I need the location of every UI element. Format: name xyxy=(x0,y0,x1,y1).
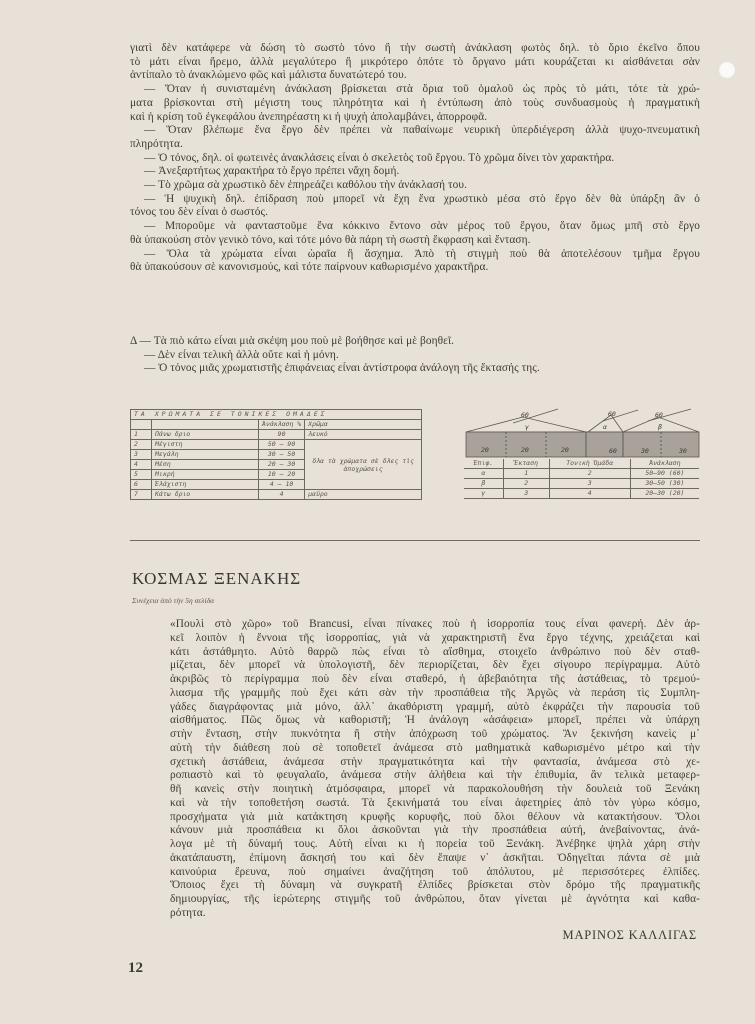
tonal-groups-table xyxy=(130,409,422,500)
row-name: Μέση xyxy=(152,460,259,470)
row-number: 7 xyxy=(131,490,152,500)
text-line: κεῖ λοιπὸν ἡ ἔννοια τῆς ἰσορροπίας, γιὰ νὰ χαρακτηριστῆ ἕνα ἔργο τέχνης, χρειάζεται καὶ xyxy=(170,631,700,644)
table-header: Τονικὴ Ὁμάδα xyxy=(549,459,630,469)
section-label: α xyxy=(603,423,607,431)
table-header-blank xyxy=(131,420,152,430)
row-name: Πάνω ὅριο xyxy=(152,430,259,440)
section-label: β xyxy=(658,423,662,431)
text-line: — Ὅταν βλέπωμε ἕνα ἔργο δὲν πρέπει νὰ παθαίνωμε νευρικὴ ὑπερδιέγερση ἀλλὰ ψυχο-πνευματικὴ xyxy=(144,124,700,137)
table-header-blank xyxy=(152,420,259,430)
text-line: — Ἡ ψυχικὴ δηλ. ἐπίδραση ποὺ μπορεῖ νὰ ἔχη ἕνα χρωστικὸ μέσα στὸ ἔργο δὲν θὰ ὑπάρξη ἂν ὁ xyxy=(144,192,700,205)
row-reflection: 20 — 30 xyxy=(259,460,305,470)
table-cell: γ xyxy=(464,489,503,499)
text-line: ἀκατάπαυστη, ἐπίμονη ἄσκησή του καὶ δὲν ἔπαψε ν᾽ ἀσκῆται. Ὁδηγεῖται πάντα σὲ μιὰ xyxy=(170,851,700,864)
surface-bar xyxy=(466,432,699,457)
text-line: ἀντίπαλο τὸ ἀνακλώμενο φῶς καὶ μάλιστα δυνατώτερό του. xyxy=(130,69,407,82)
text-line: — Ὅλα τὰ χρώματα εἶναι ὡραῖα ἢ ἄσχημα. Ἀπὸ τὴ στιγμὴ ποὺ θὰ ἀποτελέσουν τμῆμα ἔργου xyxy=(144,247,700,260)
table-cell: 30—50 (30) xyxy=(630,479,699,489)
table-header: Ἐπιφ. xyxy=(464,459,503,469)
text-line: θῆ κανεὶς στὴν ποιητικὴ ἀτμόσφαιρα, μπορεῖ νὰ παρακολουθήση τὴν δουλειὰ τοῦ Ξενάκη xyxy=(170,783,700,795)
table-row xyxy=(464,489,699,499)
text-line: προσχήματα γιὰ μιὰ κατάκτηση κρυφῆς κορυφῆς, ποὺ ὅλοι θέλουν νὰ κατακτήσουν. Ὅλοι xyxy=(170,810,700,823)
text-line: — Δὲν εἶναι τελικὴ ἀλλὰ οὔτε καὶ ἡ μόνη. xyxy=(144,348,339,361)
table-cell: 3 xyxy=(503,489,549,499)
row-number: 3 xyxy=(131,450,152,460)
row-number: 2 xyxy=(131,440,152,450)
author-signature: ΜΑΡΙΝΟΣ ΚΑΛΛΙΓΑΣ xyxy=(562,928,697,942)
row-name: Μέγιστη xyxy=(152,440,259,450)
table-cell: 2 xyxy=(549,469,630,479)
text-line: τὸ μάτι εἶναι ἤρεμο, ἀλλὰ μεγαλύτερο ἢ μικρότερο ὁπότε τὸ ὄργανο μάτι κουράζεται κι αἰσθάνεται σὰν xyxy=(130,55,700,68)
text-line: στὴν ἔνταση, στὴν πυκνότητα ἢ στὴν ἀπόχρωση τοῦ χρώματος. Ἂν ξεκινήση κανεὶς μ᾽ xyxy=(170,728,700,740)
punch-hole xyxy=(718,61,736,79)
surface-table xyxy=(464,459,699,499)
text-line: — Ὁ τόνος μιᾶς χρωματιστῆς ἐπιφάνειας εἶναι ἀντίστροφα ἀνάλογη τῆς ἔκτασής της. xyxy=(144,362,540,375)
row-number: 5 xyxy=(131,470,152,480)
box-label: 30 xyxy=(679,447,687,455)
table-header-color: Χρῶμα xyxy=(305,420,422,430)
text-line: Δ — Τὰ πιὸ κάτω εἶναι μιὰ σκέψη μου ποὺ μὲ βοήθησε καὶ μὲ βοηθεῖ. xyxy=(130,335,455,347)
text-line: κάνουν μιὰ προσπάθεια κι ὅλοι ἀσκοῦνται γιὰ τὴν προσπάθεια αὐτή, ἀνεβαίνοντας, ἀνά- xyxy=(170,824,700,837)
text-line: «Πουλὶ στὸ χῶρο» τοῦ Brancusi, εἶναι πίνακες ποὺ ἡ ἰσορροπία τους εἶναι φανερή. Δὲν ἀρ- xyxy=(170,618,700,630)
text-line: καινούρια ἔρευνα, ποὺ σημαίνει ἀναζήτηση τοῦ ἀπόλυτου, μὲ περισσότερες ἐλπίδες. xyxy=(170,865,700,878)
row-color: λευκό xyxy=(305,430,422,440)
row-number: 6 xyxy=(131,480,152,490)
article-subtitle: Συνέχεια ἀπὸ τὴν 5η σελίδα xyxy=(132,596,215,605)
table-header: Ἔκταση xyxy=(503,459,549,469)
text-line: δημιουργίας, τῆς ἱερώτερης στιγμῆς τοῦ ἀνθρώπου, ὅταν γίνεται μὲ ἁγνότητα καὶ καθα- xyxy=(170,893,700,905)
text-line: Ὅποιος ἔχει τὴ δύναμη νὰ συγκρατῆ ἐλπίδες βρίσκεται στὸν δρόμο τῆς πραγματικῆς xyxy=(170,879,700,892)
table-title: ΤΑ ΧΡΩΜΑΤΑ ΣΕ ΤΟΝΙΚΕΣ ΟΜΑΔΕΣ xyxy=(131,410,422,420)
text-line: θὰ ὑπακούσουν σὲ κανονισμούς, καὶ τότε παίρνουν καθωρισμένο χαρακτῆρα. xyxy=(130,261,489,274)
table-cell: 3 xyxy=(549,479,630,489)
text-line: ματα βρίσκονται στὴ μέγιστη τους πληρότητα καὶ ἡ ἐντύπωση ἀπὸ τοὺς συνδυασμοὺς ἡ πραγματικὴ xyxy=(130,96,700,109)
merged-color-cell: ὅλα τὰ χρώματα σὲ ὅλες τὶς ἀποχρώσεις xyxy=(305,440,422,490)
text-line: λιασμα τῆς γραμμῆς ποὺ ἔχει κάτι σὰν τὴν προσπάθεια τῆς Ἀργῶς νὰ περάση τὶς Συμπλη- xyxy=(170,686,700,699)
table-cell: 20—30 (20) xyxy=(630,489,699,499)
table-row xyxy=(464,469,699,479)
table-cell: 2 xyxy=(503,479,549,489)
row-reflection: 90 xyxy=(259,430,305,440)
text-line: αὐτὴ τὴν διάθεση ποὺ σὲ τοποθετεῖ ἀνάμεσα στὸ μαθηματικὰ καθωρισμένο μέτρο καὶ τὴν xyxy=(170,741,700,754)
text-line: αἰσθήματος. Πῶς ὅμως νὰ καθοριστῆ; Ἡ ἀνάλογη «ἀσάφεια» μπορεῖ, πρέπει νὰ ὑπάρχη xyxy=(170,714,700,727)
text-line: μίζεται, δὲν μπορεῖ νὰ ὑπολογιστῆ, δὲν περιορίζεται, δὲν ἔχει σίγουρο περίγραμμα. Αὐτὸ xyxy=(170,659,700,672)
row-number: 1 xyxy=(131,430,152,440)
arrow-label: 60 xyxy=(655,411,663,419)
row-name: Μικρή xyxy=(152,470,259,480)
box-label: 20 xyxy=(561,446,569,454)
table-row xyxy=(131,440,422,450)
row-color: μαῦρο xyxy=(305,490,422,500)
text-line: σχετικὴ ἀστάθεια, ἀνάμεσα στὴν πραγματικότητα καὶ τὴν φαντασία, ἀνάμεσα στὸ χε- xyxy=(170,755,700,768)
section-label: γ xyxy=(525,423,529,431)
text-line: — Τὸ χρῶμα σὰ χρωστικὸ δὲν ἐπηρεάζει καθόλου τὴν ἀνάκλασή του. xyxy=(144,179,468,192)
table-row xyxy=(464,479,699,489)
text-line: κάτι ἀστάθμητο. Αὐτὸ θαρρῶ πὼς εἶναι τὸ αἴσθημα, στοιχεῖο ἀνθρώπινο ποὺ δὲν σταθ- xyxy=(170,645,700,658)
row-reflection: 50 — 90 xyxy=(259,440,305,450)
text-line: τόνος του δὲν εἶναι ὁ σωστός. xyxy=(130,206,268,219)
text-line: γάδες διαγράφοντας μιὰ μόνο, ἀλλ᾽ ἀκαθόριστη γραμμή, αὐτὸ ἐκφράζει τὴν παρουσία τοῦ xyxy=(170,700,700,713)
row-reflection: 4 — 10 xyxy=(259,480,305,490)
text-line: ροπιαστὸ καὶ τὸ φευγαλαῖο, ἀνάμεσα στὴν ἀλήθεια καὶ τὴν ἐπιθυμία, ἂν τελικὰ μεταφερ- xyxy=(170,769,700,782)
top-text xyxy=(130,42,700,275)
surface-diagram xyxy=(463,405,703,461)
box-label: 30 xyxy=(641,447,649,455)
section-delta-text xyxy=(130,335,700,376)
text-line: πληρότητα. xyxy=(130,137,184,150)
text-line: καὶ ἡ κρίση τοῦ ἐγκεφάλου ἀνεπηρέαστη κι ἡ ψυχὴ ἀπολαμβάνει, ἀπορροφᾶ. xyxy=(130,110,488,123)
text-line: καὶ νὰ τὴν τοποθετήση σωστά. Τὰ ξεκινήματά του εἶναι ἀφετηρίες ἀπὸ τὸν γύρω κόσμο, xyxy=(170,796,700,809)
section-divider xyxy=(130,540,700,541)
text-line: ἀκριβῶς τὸ περίγραμμα ποὺ δὲν εἶναι σταθερό, ἡ ἀβεβαιότητα τῆς ἀστάθειας, τὸ τρεμού- xyxy=(170,673,700,685)
table-cell: 4 xyxy=(549,489,630,499)
row-number: 4 xyxy=(131,460,152,470)
table-cell: 1 xyxy=(503,469,549,479)
box-label: 20 xyxy=(521,446,529,454)
article-body xyxy=(170,618,700,921)
text-line: — Ὅταν ἡ συνισταμένη ἀνάκλαση βρίσκεται στὰ ὅρια τοῦ ὁμαλοῦ ὡς πρὸς τὸ μάτι, τότε τὰ χρώ- xyxy=(144,83,700,96)
text-line: θὰ ὑπακούση στὸν γενικὸ τόνο, καὶ τότε μόνο θὰ πάρη τὴ σωστὴ ἔκφραση καὶ ἔνταση. xyxy=(130,233,531,246)
table-row xyxy=(131,490,422,500)
row-reflection: 4 xyxy=(259,490,305,500)
arrow-label: 60 xyxy=(521,411,529,419)
table-cell: α xyxy=(464,469,503,479)
text-line: — Μποροῦμε νὰ φανταστοῦμε ἕνα κόκκινο ἔντονο σὰν μέρος τοῦ ἔργου, ὅταν ὅμως μπῆ στὸ ἔργο xyxy=(144,220,700,233)
table-header: Ἀνάκλαση xyxy=(630,459,699,469)
text-line: — Ὁ τόνος, δηλ. οἱ φωτεινὲς ἀνακλάσεις εἶναι ὁ σκελετὸς τοῦ ἔργου. Τὸ χρῶμα δίνει τὸν χαρακτήρα. xyxy=(144,151,615,164)
text-line: γιατὶ δὲν κατάφερε νὰ δώση τὸ σωστὸ τόνο ἢ τὴν σωστὴ ἀνάκλαση φωτὸς δηλ. τὸ ὅριο ἐκεῖνο ὅπου xyxy=(130,42,700,54)
arrow-label: 60 xyxy=(608,410,616,418)
text-line: ρότητα. xyxy=(170,906,206,919)
box-label: 20 xyxy=(481,446,489,454)
table-header-reflection: Ἀνάκλαση % xyxy=(259,420,305,430)
row-reflection: 10 — 20 xyxy=(259,470,305,480)
text-line: λογα μὲ τὴ δύναμή τους. Αὐτὴ εἶναι κι ἡ πορεία τοῦ Ξενάκη. Ἀνέβηκε ψηλὰ χάρη στὴν xyxy=(170,838,700,850)
page-number: 12 xyxy=(128,960,143,976)
text-line: — Ἀνεξαρτήτως χαρακτήρα τὸ ἔργο πρέπει νἄχη δομή. xyxy=(144,165,400,178)
row-reflection: 30 — 50 xyxy=(259,450,305,460)
box-label: 60 xyxy=(609,447,617,455)
row-name: Κάτω ὅριο xyxy=(152,490,259,500)
row-name: Ἐλάχιστη xyxy=(152,480,259,490)
table-cell: β xyxy=(464,479,503,489)
table-row xyxy=(131,430,422,440)
article-heading: ΚΟΣΜΑΣ ΞΕΝΑΚΗΣ xyxy=(132,569,302,588)
row-name: Μεγάλη xyxy=(152,450,259,460)
table-cell: 50—90 (60) xyxy=(630,469,699,479)
